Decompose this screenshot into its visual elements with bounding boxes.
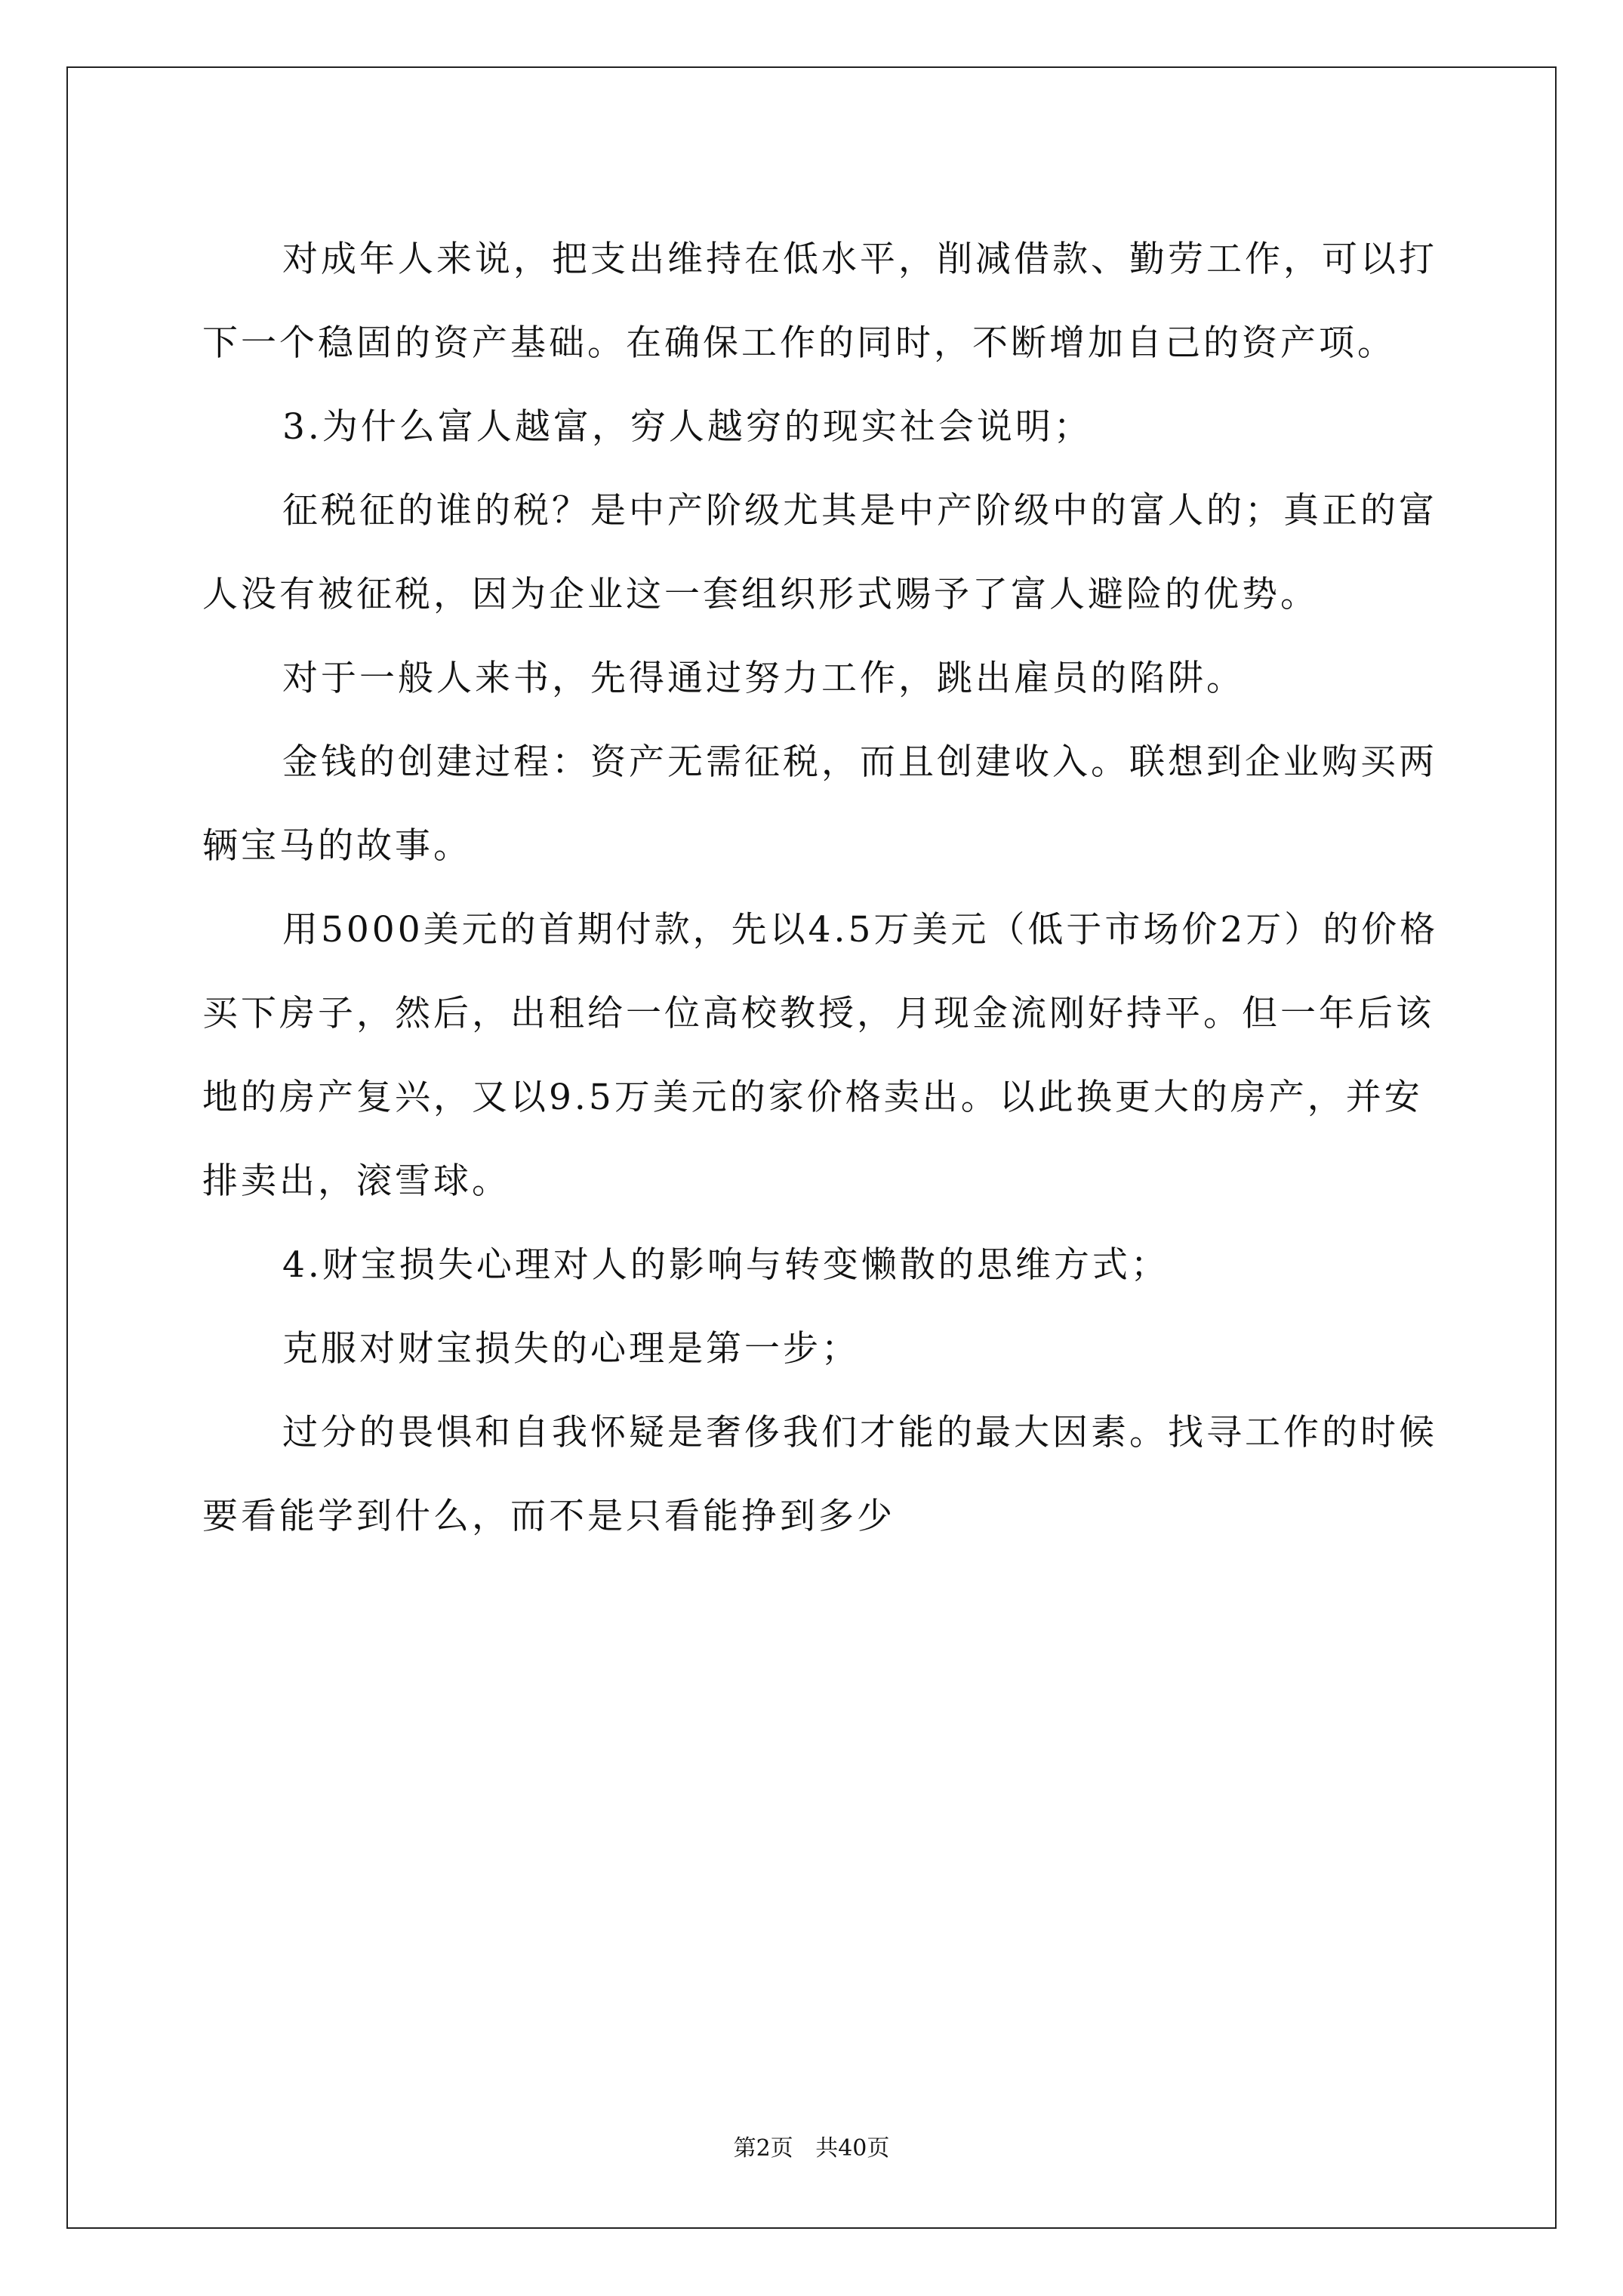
- total-pages: 共40页: [815, 2135, 890, 2162]
- paragraph-3: 征税征的谁的税？是中产阶级尤其是中产阶级中的富人的；真正的富人没有被征税，因为企业这一套组织形式赐予了富人避险的优势。: [202, 490, 1437, 615]
- page-footer: [0, 2134, 1623, 2164]
- page-number: 第2页: [733, 2135, 793, 2162]
- paragraph-5: 金钱的创建过程：资产无需征税，而且创建收入。联想到企业购买两辆宝马的故事。: [202, 741, 1437, 867]
- paragraph-9: 过分的畏惧和自我怀疑是奢侈我们才能的最大因素。找寻工作的时候要看能学到什么，而不是只看能挣到多少: [202, 1412, 1437, 1537]
- paragraph-8: 克服对财宝损失的心理是第一步；: [282, 1328, 860, 1370]
- paragraph-1: 对成年人来说，把支出维持在低水平，削减借款、勤劳工作，可以打下一个稳固的资产基础。在确保工作的同时，不断增加自己的资产项。: [202, 239, 1437, 364]
- paragraph-6: 用5000美元的首期付款，先以4.5万美元（低于市场价2万）的价格买下房子，然后，出租给一位高校教授，月现金流刚好持平。但一年后该地的房产复兴，又以9.5万美元的家价格卖出。以此换更大的房产，并安排卖出，滚雪球。: [202, 909, 1439, 1202]
- paragraph-7: 4.财宝损失心理对人的影响与转变懒散的思维方式；: [282, 1244, 1169, 1286]
- document-body: [202, 217, 1440, 1558]
- paragraph-4: 对于一般人来书，先得通过努力工作，跳出雇员的陷阱。: [282, 658, 1245, 699]
- paragraph-2: 3.为什么富人越富，穷人越穷的现实社会说明；: [282, 406, 1092, 448]
